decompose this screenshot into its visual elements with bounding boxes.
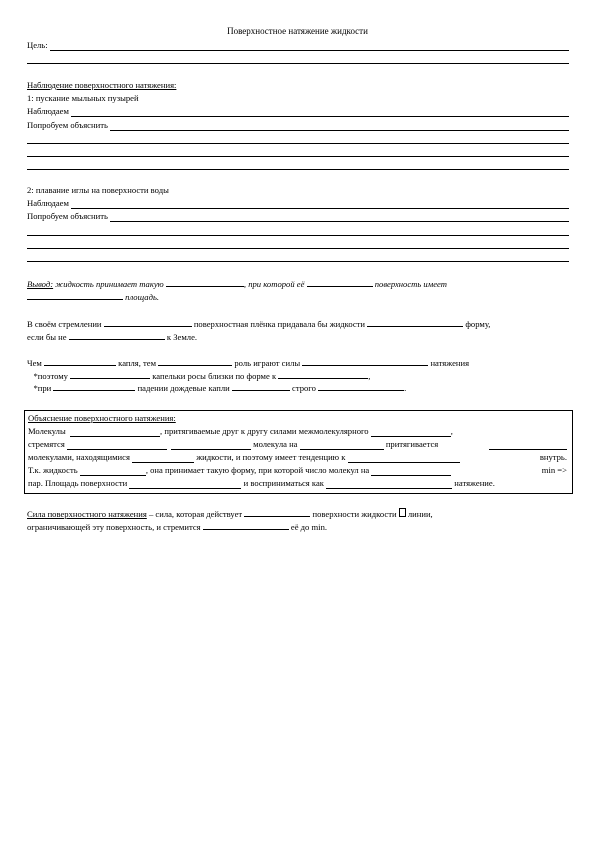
box-blank[interactable] bbox=[67, 441, 167, 450]
conclusion-blank[interactable] bbox=[166, 278, 244, 287]
observe1-row bbox=[27, 106, 569, 117]
explain1-line[interactable] bbox=[27, 143, 569, 144]
observe2-row bbox=[27, 198, 569, 209]
surface-film-paragraph: В своём стремлении поверхностная плёнка придавала бы жидкости форму, если бы не к Земле. bbox=[27, 319, 491, 342]
box-blank[interactable] bbox=[132, 454, 194, 463]
section1-heading: Наблюдение поверхностного натяжения: bbox=[27, 80, 177, 90]
para3-blank[interactable] bbox=[70, 370, 150, 379]
explain2-line[interactable] bbox=[27, 235, 569, 236]
explain2-blank[interactable] bbox=[110, 213, 569, 222]
box-blank[interactable] bbox=[348, 454, 460, 463]
force-blank[interactable] bbox=[244, 508, 310, 517]
box-blank[interactable] bbox=[326, 480, 452, 489]
observe2-blank[interactable] bbox=[71, 200, 569, 209]
box-blank[interactable] bbox=[171, 441, 251, 450]
force-blank[interactable] bbox=[203, 521, 289, 530]
box-heading: Объяснение поверхностного натяжения: bbox=[28, 413, 176, 423]
para2-blank[interactable] bbox=[104, 318, 192, 327]
drop-paragraph: Чем капля, тем роль играют силы натяжения *поэтому капельки росы близки по форме к , *при падении дождевые капли строго . bbox=[27, 358, 470, 393]
box-blank[interactable] bbox=[70, 428, 160, 437]
conclusion-blank[interactable] bbox=[27, 291, 123, 300]
force-definition-paragraph: Сила поверхностного натяжения – сила, которая действует поверхности жидкости линии, ограничивающей эту поверхность, и стремится её до min. bbox=[27, 509, 433, 532]
para2-blank[interactable] bbox=[69, 331, 165, 340]
observe2-label: Наблюдаем bbox=[27, 198, 69, 208]
para3-blank[interactable] bbox=[318, 382, 404, 391]
box-blank[interactable] bbox=[371, 467, 451, 476]
box-line: пар. Площадь поверхности и восприниматься как натяжение. bbox=[28, 478, 495, 488]
para2-blank[interactable] bbox=[367, 318, 463, 327]
explain1-line[interactable] bbox=[27, 169, 569, 170]
goal-blank[interactable] bbox=[50, 42, 569, 51]
box-line: Т.к. жидкость , она принимает такую форму, при которой число молекул на min => bbox=[28, 465, 567, 475]
para3-blank[interactable] bbox=[232, 382, 290, 391]
para3-blank[interactable] bbox=[158, 357, 232, 366]
para3-blank[interactable] bbox=[302, 357, 428, 366]
explain2-line[interactable] bbox=[27, 248, 569, 249]
explain1-row bbox=[27, 120, 569, 131]
para3-blank[interactable] bbox=[278, 370, 368, 379]
para3-blank[interactable] bbox=[44, 357, 116, 366]
box-line: стремятся молекула на притягивается bbox=[28, 439, 567, 450]
explain1-blank[interactable] bbox=[110, 122, 569, 131]
box-blank[interactable] bbox=[129, 480, 241, 489]
conclusion-paragraph: Вывод: жидкость принимает такую , при которой её поверхность имеет площадь. bbox=[27, 279, 447, 302]
experiment2-label: 2: плавание иглы на поверхности воды bbox=[27, 185, 169, 195]
observe1-label: Наблюдаем bbox=[27, 106, 69, 116]
box-line: Молекулы , притягиваемые друг к другу силами межмолекулярного , bbox=[28, 426, 453, 436]
experiment1-label: 1: пускание мыльных пузырей bbox=[27, 93, 139, 103]
force-term: Сила поверхностного натяжения bbox=[27, 509, 147, 519]
box-blank[interactable] bbox=[371, 428, 451, 437]
missing-glyph-icon bbox=[399, 508, 406, 517]
conclusion-label: Вывод: bbox=[27, 279, 54, 289]
explain1-line[interactable] bbox=[27, 156, 569, 157]
box-line: молекулами, находящимися жидкости, и поэтому имеет тенденцию к внутрь. bbox=[28, 452, 567, 462]
page-title: Поверхностное натяжение жидкости bbox=[227, 26, 368, 36]
box-blank[interactable] bbox=[489, 441, 567, 450]
explain2-label: Попробуем объяснить bbox=[27, 211, 108, 221]
goal-label: Цель: bbox=[27, 40, 48, 50]
explain2-row bbox=[27, 211, 569, 222]
box-blank[interactable] bbox=[300, 441, 384, 450]
box-blank[interactable] bbox=[80, 467, 146, 476]
explain2-line[interactable] bbox=[27, 261, 569, 262]
goal-row bbox=[27, 40, 569, 51]
observe1-blank[interactable] bbox=[71, 108, 569, 117]
explain1-label: Попробуем объяснить bbox=[27, 120, 108, 130]
explanation-box bbox=[24, 410, 573, 494]
conclusion-blank[interactable] bbox=[307, 278, 373, 287]
para3-blank[interactable] bbox=[53, 382, 135, 391]
goal-blank-line[interactable] bbox=[27, 63, 569, 64]
